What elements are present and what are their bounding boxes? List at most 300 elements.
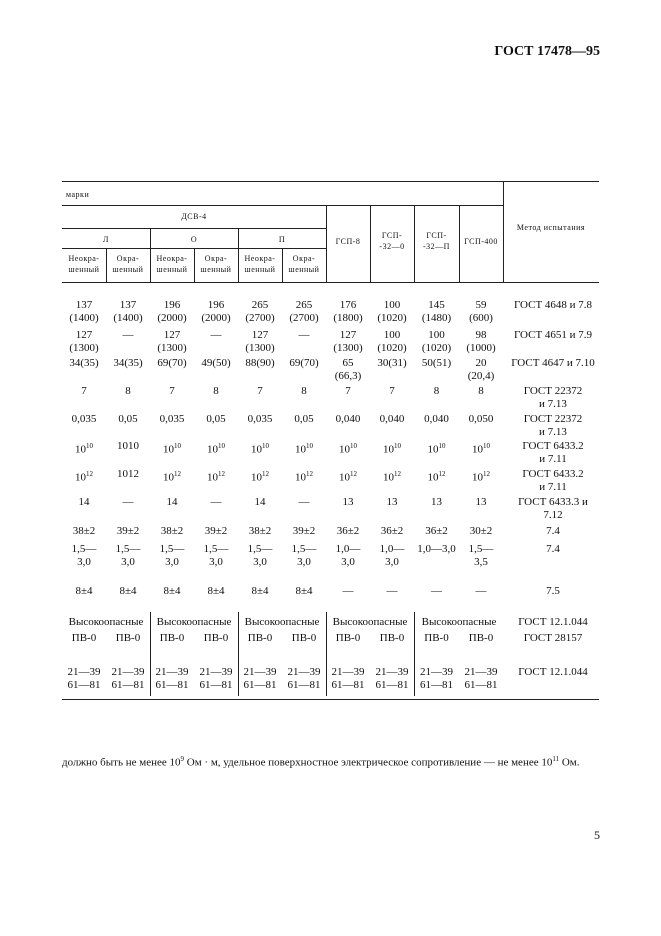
table-cell	[282, 496, 326, 509]
header-dsv4: ДСВ-4	[181, 212, 207, 221]
table-cell	[414, 525, 459, 538]
power-exponent: 10	[262, 442, 269, 450]
power-exponent: 12	[306, 470, 313, 478]
method-cell	[503, 666, 603, 679]
cell-line: ГОСТ 12.1.044	[518, 666, 588, 678]
table-bottom-rule	[62, 699, 599, 700]
table-cell	[326, 385, 370, 398]
table-cell	[62, 543, 106, 569]
cell-line: 7	[257, 385, 263, 397]
header-paint-line1: Окра-	[292, 254, 316, 263]
table-cell	[194, 357, 238, 370]
cell-line: 1,5—	[291, 543, 317, 555]
cell-line: (2700)	[289, 312, 319, 324]
table-cell	[62, 585, 106, 598]
header-gsp32o-line1: ГСП-	[381, 231, 403, 240]
hazard-cell	[146, 616, 242, 629]
table-cell	[194, 468, 238, 485]
power-base: 10	[472, 443, 483, 456]
table-cell	[62, 666, 106, 692]
table-cell	[238, 385, 282, 398]
cell-line: 21—39	[243, 666, 277, 678]
header-gsp8: ГСП-8	[335, 237, 361, 246]
table-cell	[459, 440, 503, 457]
power-base: 10	[427, 443, 439, 456]
table-cell	[62, 632, 106, 645]
cell-line: 65	[342, 357, 354, 369]
cell-line: —	[431, 585, 442, 597]
table-cell	[150, 413, 194, 426]
method-cell	[503, 632, 603, 645]
table-cell	[459, 632, 503, 645]
document-code: ГОСТ 17478—95	[494, 44, 600, 59]
table-cell	[282, 385, 326, 398]
table-cell	[106, 585, 150, 598]
table-cell	[194, 543, 238, 569]
hazard-cell	[322, 616, 418, 629]
cell-line: 0,035	[71, 413, 97, 425]
table-cell	[414, 543, 459, 556]
table-cell	[326, 413, 370, 426]
cell-line: (1400)	[113, 312, 143, 324]
cell-line: 8±4	[75, 585, 93, 597]
table-cell	[282, 632, 326, 645]
cell-line: ГОСТ 4651 и 7.9	[513, 329, 593, 341]
cell-line: 14	[166, 496, 178, 508]
cell-line: 14	[254, 496, 266, 508]
table-cell	[370, 329, 414, 355]
table-cell	[459, 496, 503, 509]
table-cell	[326, 585, 370, 598]
cell-line: —	[342, 585, 354, 597]
method-cell	[503, 299, 603, 312]
header-painted	[106, 253, 150, 275]
cell-line: 1,5—	[203, 543, 229, 555]
cell-line: 13	[475, 496, 487, 508]
cell-line: 196	[207, 299, 225, 311]
power-base: 10	[472, 471, 483, 484]
cell-line: 13	[342, 496, 354, 508]
table-cell	[414, 632, 459, 645]
cell-line: Высокоопасные	[68, 616, 144, 628]
method-cell	[503, 357, 603, 370]
cell-line: —	[122, 496, 134, 508]
cell-line: 38±2	[72, 525, 96, 537]
cell-line: 127	[339, 329, 357, 341]
table-cell	[282, 468, 326, 485]
cell-line: и 7.11	[539, 453, 567, 465]
table-cell	[459, 543, 503, 569]
cell-line: ПВ-0	[335, 632, 361, 644]
cell-line: (2700)	[245, 312, 275, 324]
cell-line: (1800)	[333, 312, 363, 324]
table-cell	[414, 299, 459, 325]
cell-line: 61—81	[67, 679, 101, 691]
table-cell	[370, 357, 414, 370]
header-painted	[194, 253, 238, 275]
cell-line: 100	[428, 329, 445, 341]
power-exponent: 12	[483, 470, 490, 478]
table-cell	[150, 666, 194, 692]
table-cell	[370, 525, 414, 538]
header-sub-l: Л	[103, 235, 109, 244]
cell-line: 50(51)	[421, 357, 452, 369]
cell-line: (1300)	[245, 342, 275, 354]
table-cell	[326, 543, 370, 569]
table-cell	[414, 413, 459, 426]
header-gsp32o	[370, 230, 414, 252]
cell-line: 7.4	[546, 543, 560, 555]
cell-line: 7	[389, 385, 395, 397]
cell-line: 39±2	[204, 525, 228, 537]
cell-line: 14	[78, 496, 90, 508]
method-cell	[503, 496, 603, 522]
table-cell	[106, 329, 150, 342]
cell-line: —	[210, 329, 222, 341]
cell-line: 36±2	[336, 525, 360, 537]
header-paint-line2: шенный	[112, 265, 144, 274]
table-cell	[238, 413, 282, 426]
cell-line: ПВ-0	[159, 632, 185, 644]
table-cell	[62, 357, 106, 370]
table-cell	[150, 299, 194, 325]
cell-line: и 7.13	[539, 426, 567, 438]
table-cell	[414, 496, 459, 509]
footnote-text-1: должно быть не менее 10	[62, 756, 181, 769]
table-cell	[62, 413, 106, 426]
cell-line: и 7.13	[539, 398, 567, 410]
header-unpainted	[150, 253, 194, 275]
table-cell	[150, 585, 194, 598]
power-exponent: 10	[218, 442, 225, 450]
cell-line: 7.5	[546, 585, 560, 597]
table-cell	[150, 357, 194, 370]
table-cell	[370, 440, 414, 457]
cell-line: 0,040	[424, 413, 449, 425]
header-method: Метод испытания	[516, 223, 586, 232]
table-cell	[106, 666, 150, 692]
cell-line: 36±2	[380, 525, 404, 537]
cell-line: (20,4)	[467, 370, 495, 382]
cell-line: 265	[251, 299, 269, 311]
header-sub-o: О	[190, 235, 198, 244]
table-cell	[282, 666, 326, 692]
table-cell	[370, 496, 414, 509]
table-cell	[459, 385, 503, 398]
cell-line: 61—81	[111, 679, 145, 691]
table-cell	[459, 525, 503, 538]
table-cell	[238, 329, 282, 355]
cell-line: 21—39	[67, 666, 101, 678]
cell-line: 88(90)	[245, 357, 275, 369]
power-base: 10	[295, 471, 306, 484]
power-base: 10	[383, 443, 394, 456]
table-cell	[194, 632, 238, 645]
table-cell	[62, 496, 106, 509]
method-cell	[503, 440, 603, 466]
cell-line: 61—81	[420, 679, 453, 691]
table-cell	[459, 585, 503, 598]
hazard-cell	[234, 616, 330, 629]
power-base: 10	[251, 443, 262, 456]
table-cell	[282, 329, 326, 342]
cell-line: 39±2	[116, 525, 140, 537]
method-cell	[503, 616, 603, 629]
cell-line: 0,05	[206, 413, 226, 425]
cell-line: 8	[213, 385, 219, 397]
cell-line: 127	[75, 329, 93, 341]
table-cell	[282, 299, 326, 325]
cell-line: и 7.11	[539, 481, 567, 493]
table-cell	[326, 666, 370, 692]
power-exponent: 10	[350, 442, 357, 450]
header-paint-line1: Окра-	[116, 254, 140, 263]
table-cell	[459, 329, 503, 355]
cell-line: 8	[433, 385, 440, 397]
table-cell	[194, 329, 238, 342]
cell-line: 145	[428, 299, 445, 311]
header-painted	[282, 253, 326, 275]
table-cell	[326, 468, 370, 485]
cell-line: 8±4	[207, 585, 225, 597]
table-cell	[414, 585, 459, 598]
power-base: 10	[383, 471, 394, 484]
cell-line: 36±2	[425, 525, 448, 537]
cell-line: 21—39	[331, 666, 365, 678]
cell-line: 0,050	[468, 413, 494, 425]
power-base: 10	[163, 443, 174, 456]
table-cell	[238, 496, 282, 509]
cell-line: 137	[75, 299, 93, 311]
header-bottom-rule	[62, 282, 599, 283]
power-exponent: 12	[350, 470, 357, 478]
table-cell	[238, 299, 282, 325]
header-gsp32p	[414, 230, 459, 252]
table-cell	[194, 413, 238, 426]
cell-line: (2000)	[201, 312, 231, 324]
cell-line: 21—39	[111, 666, 145, 678]
cell-line: ГОСТ 22372	[523, 385, 583, 397]
page-number: 5	[594, 828, 600, 842]
cell-line: ГОСТ 6433.2	[522, 440, 584, 452]
header-gsp32o-line2: -32—0	[379, 242, 405, 251]
cell-line: 21—39	[420, 666, 453, 678]
table-cell	[106, 413, 150, 426]
cell-line: ГОСТ 4647 и 7.10	[511, 357, 595, 369]
cell-line: (1300)	[333, 342, 363, 354]
table-cell	[370, 632, 414, 645]
table-top-rule	[62, 181, 599, 182]
power-exponent: 10	[438, 442, 446, 450]
cell-line: 8	[478, 385, 484, 397]
table-cell	[414, 440, 459, 457]
table-cell	[62, 440, 106, 457]
power-exponent: 10	[306, 442, 313, 450]
cell-line: (1300)	[69, 342, 99, 354]
cell-line: 3,5	[474, 556, 488, 568]
table-cell	[194, 440, 238, 457]
header-rule	[62, 205, 503, 206]
footnote-exponent-1: 9	[180, 755, 185, 763]
table-cell	[238, 543, 282, 569]
power-exponent: 12	[438, 470, 446, 478]
header-paint-line2: шенный	[244, 265, 276, 274]
cell-line: 1,5—	[115, 543, 141, 555]
cell-line: 61—81	[243, 679, 277, 691]
power-exponent: 10	[174, 442, 181, 450]
method-cell	[503, 385, 603, 411]
cell-line: 3,0	[209, 556, 223, 568]
cell-line: 0,040	[335, 413, 361, 425]
cell-line: 8	[301, 385, 307, 397]
header-paint-line1: Окра-	[204, 254, 228, 263]
cell-line: ГОСТ 6433.3 и	[518, 496, 588, 508]
cell-line: (600)	[469, 312, 493, 324]
table-cell	[62, 299, 106, 325]
cell-line: 0,035	[159, 413, 185, 425]
cell-line: Высокоопасные	[244, 616, 320, 628]
cell-line: 1,0—	[379, 543, 405, 555]
cell-line: 21—39	[464, 666, 498, 678]
table-cell	[414, 385, 459, 398]
table-cell	[459, 357, 503, 383]
cell-line: ГОСТ 22372	[523, 413, 583, 425]
power-base: 10	[339, 471, 350, 484]
cell-line: Высокоопасные	[332, 616, 408, 628]
cell-line: —	[475, 585, 487, 597]
power-exponent: 12	[218, 470, 225, 478]
cell-line: 61—81	[331, 679, 365, 691]
table-cell	[106, 632, 150, 645]
cell-line: 3,0	[165, 556, 179, 568]
cell-line: ПВ-0	[468, 632, 494, 644]
cell-line: 137	[119, 299, 137, 311]
cell-line: 98	[475, 329, 487, 341]
cell-line: 0,05	[294, 413, 314, 425]
cell-line: 8±4	[163, 585, 181, 597]
method-cell	[503, 468, 603, 494]
cell-line: ПВ-0	[71, 632, 97, 644]
cell-line: ПВ-0	[291, 632, 317, 644]
cell-line: 61—81	[155, 679, 189, 691]
table-cell	[150, 632, 194, 645]
cell-line: 34(35)	[113, 357, 143, 369]
cell-line: 8	[125, 385, 131, 397]
table-cell	[370, 666, 414, 692]
table-cell	[326, 496, 370, 509]
cell-line: 100	[383, 329, 401, 341]
table-cell	[62, 385, 106, 398]
table-cell	[282, 585, 326, 598]
cell-line: (1400)	[69, 312, 99, 324]
header-paint-line2: шенный	[200, 265, 232, 274]
table-cell	[414, 329, 459, 355]
cell-line: Высокоопасные	[421, 616, 497, 628]
cell-line: 100	[383, 299, 401, 311]
cell-line: 1012	[117, 468, 139, 480]
table-cell	[106, 440, 150, 453]
table-cell	[106, 357, 150, 370]
cell-line: 7.4	[546, 525, 560, 537]
header-marki: марки	[66, 190, 90, 199]
table-cell	[62, 329, 106, 355]
table-cell	[370, 543, 414, 569]
header-paint-line2: шенный	[288, 265, 320, 274]
cell-line: ПВ-0	[203, 632, 229, 644]
power-base: 10	[427, 471, 439, 484]
cell-line: (66,3)	[334, 370, 362, 382]
table-cell	[459, 299, 503, 325]
cell-line: 69(70)	[289, 357, 319, 369]
cell-line: 1,5—	[247, 543, 273, 555]
cell-line: 7	[169, 385, 175, 397]
table-cell	[238, 632, 282, 645]
footnote-text-2: Ом · м, удельное поверхностное электрическое сопротивление — не менее 10	[184, 756, 553, 769]
header-paint-line1: Неокра-	[244, 254, 276, 263]
cell-line: 3,0	[297, 556, 311, 568]
cell-line: 3,0	[341, 556, 355, 568]
hazard-cell	[58, 616, 154, 629]
table-cell	[370, 299, 414, 325]
cell-line: 3,0	[121, 556, 135, 568]
power-exponent: 10	[86, 442, 93, 450]
cell-line: 7.12	[543, 509, 563, 521]
cell-line: 39±2	[292, 525, 316, 537]
cell-line: (1020)	[377, 312, 407, 324]
table-cell	[238, 440, 282, 457]
power-base: 10	[75, 443, 86, 456]
table-cell	[150, 543, 194, 569]
cell-line: 1,0—3,0	[417, 543, 456, 555]
cell-line: 30(31)	[377, 357, 407, 369]
table-cell	[370, 385, 414, 398]
power-base: 10	[163, 471, 174, 484]
table-cell	[194, 299, 238, 325]
cell-line: (1000)	[466, 342, 496, 354]
table-cell	[459, 666, 503, 692]
table-cell	[194, 666, 238, 692]
cell-line: ГОСТ 28157	[523, 632, 583, 644]
table-cell	[238, 585, 282, 598]
cell-line: 176	[339, 299, 357, 311]
cell-line: —	[210, 496, 222, 508]
cell-line: —	[122, 329, 134, 341]
cell-line: 20	[475, 357, 487, 369]
table-cell	[282, 543, 326, 569]
cell-line: (2000)	[157, 312, 187, 324]
cell-line: 61—81	[375, 679, 409, 691]
table-cell	[414, 666, 459, 692]
power-exponent: 12	[174, 470, 181, 478]
cell-line: 21—39	[199, 666, 233, 678]
header-gsp32p-line1: ГСП-	[426, 231, 447, 240]
cell-line: 1,0—	[335, 543, 361, 555]
cell-line: 1,5—	[159, 543, 185, 555]
cell-line: 21—39	[287, 666, 321, 678]
header-paint-line1: Неокра-	[156, 254, 188, 263]
method-cell	[503, 525, 603, 538]
table-cell	[62, 468, 106, 485]
table-cell	[194, 525, 238, 538]
power-exponent: 10	[483, 442, 490, 450]
cell-line: 59	[475, 299, 487, 311]
power-base: 10	[251, 471, 262, 484]
table-cell	[106, 299, 150, 325]
table-cell	[326, 525, 370, 538]
cell-line: 30±2	[469, 525, 493, 537]
table-cell	[194, 496, 238, 509]
cell-line: 38±2	[160, 525, 184, 537]
